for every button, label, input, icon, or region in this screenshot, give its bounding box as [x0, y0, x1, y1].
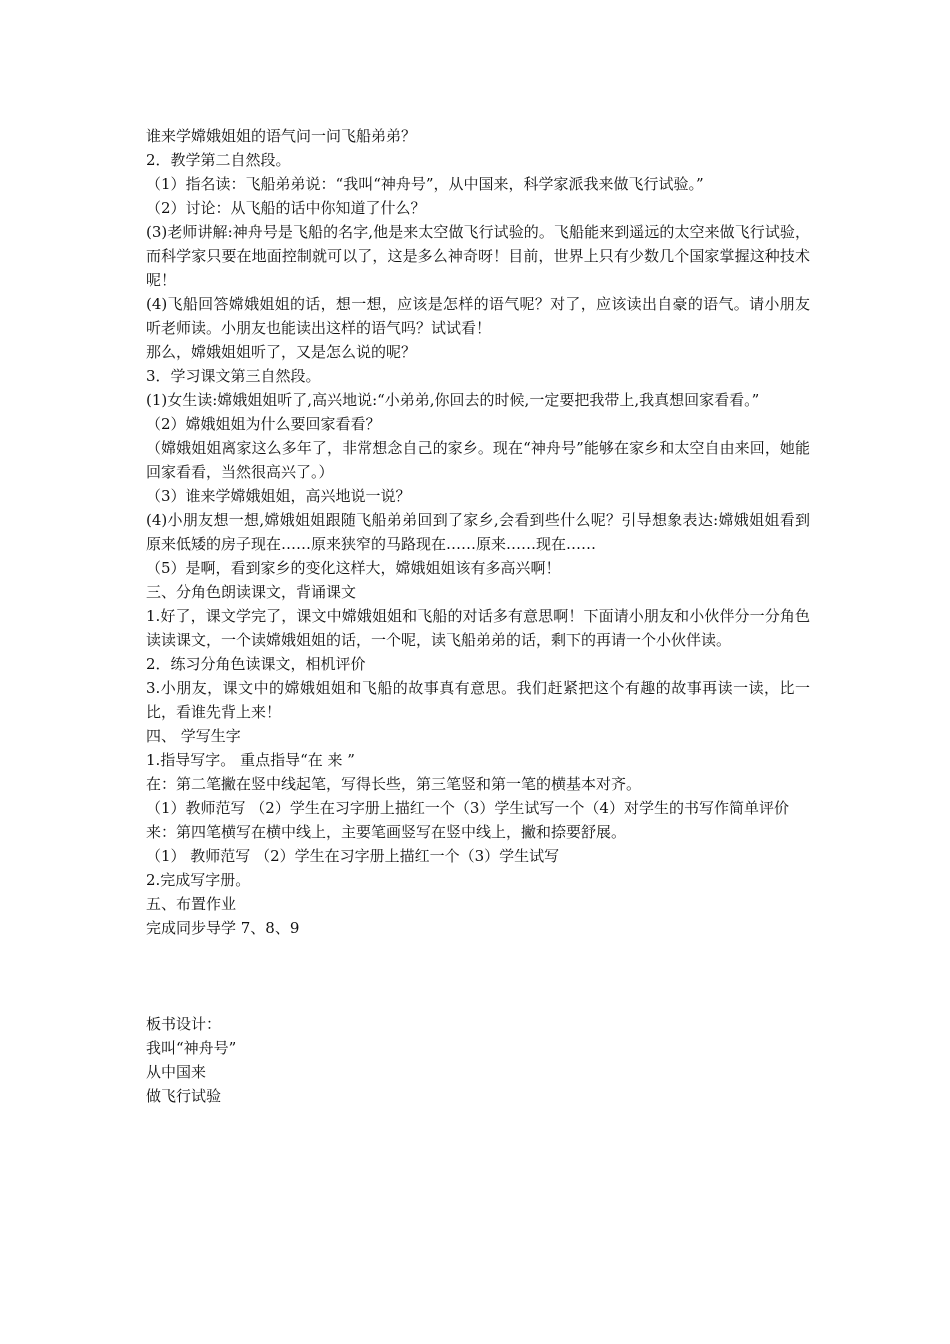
body-line: (4)小朋友想一想,嫦娥姐姐跟随飞船弟弟回到了家乡,会看到些什么呢？引导想象表达:嫦娥姐姐看到原来低矮的房子现在……原来狭窄的马路现在……原来……现在…… — [146, 511, 810, 553]
body-line: 3.小朋友，课文中的嫦娥姐姐和飞船的故事真有意思。我们赶紧把这个有趣的故事再读一读，比一比，看谁先背上来！ — [146, 679, 810, 721]
blank-space — [146, 940, 810, 1012]
board-design-line: 我叫“神舟号” — [146, 1039, 237, 1057]
body-line: (4)飞船回答嫦娥姐姐的话，想一想，应该是怎样的语气呢？对了，应该读出自豪的语气。请小朋友听老师读。小朋友也能读出这样的语气吗？试试看！ — [146, 295, 810, 337]
section-heading: 四、 学写生字 — [146, 727, 241, 745]
body-line: （1） 教师范写 （2）学生在习字册上描红一个（3）学生试写 — [146, 847, 560, 865]
body-line: 2．教学第二自然段。 — [146, 151, 291, 169]
body-line: 那么，嫦娥姐姐听了，又是怎么说的呢？ — [146, 343, 417, 361]
board-design-title: 板书设计： — [146, 1015, 222, 1033]
body-line: (3)老师讲解:神舟号是飞船的名字,他是来太空做飞行试验的。飞船能来到遥远的太空来做飞行试验，而科学家只要在地面控制就可以了，这是多么神奇呀！目前，世界上只有少数几个国家掌握这种技术呢！ — [146, 223, 810, 289]
board-design-line: 做飞行试验 — [146, 1087, 222, 1105]
body-line: 2．练习分角色读课文，相机评价 — [146, 655, 366, 673]
document-content — [146, 124, 810, 1108]
body-line: 1.指导写字。 重点指导“在 来 ” — [146, 751, 355, 769]
body-line: 完成同步导学 7、8、9 — [146, 919, 300, 937]
body-line: （2）讨论：从飞船的话中你知道了什么？ — [146, 199, 426, 217]
body-line: 3．学习课文第三自然段。 — [146, 367, 321, 385]
board-design-line: 从中国来 — [146, 1063, 207, 1081]
body-line: （1）教师范写 （2）学生在习字册上描红一个（3）学生试写一个（4）对学生的书写作简单评价 — [146, 799, 789, 817]
body-line: 谁来学嫦娥姐姐的语气问一问飞船弟弟？ — [146, 127, 417, 145]
body-line: （嫦娥姐姐离家这么多年了，非常想念自己的家乡。现在“神舟号”能够在家乡和太空自由来回，她能回家看看，当然很高兴了。） — [146, 439, 810, 481]
body-line: 在：第二笔撇在竖中线起笔，写得长些，第三笔竖和第一笔的横基本对齐。 — [146, 775, 642, 793]
body-line: （3）谁来学嫦娥姐姐，高兴地说一说？ — [146, 487, 411, 505]
body-line: （5）是啊，看到家乡的变化这样大，嫦娥姐姐该有多高兴啊！ — [146, 559, 561, 577]
section-heading: 三、分角色朗读课文，背诵课文 — [146, 583, 357, 601]
section-heading: 五、布置作业 — [146, 895, 237, 913]
body-line: 1.好了，课文学完了，课文中嫦娥姐姐和飞船的对话多有意思啊！下面请小朋友和小伙伴分一分角色读读课文，一个读嫦娥姐姐的话，一个呢，读飞船弟弟的话，剩下的再请一个小伙伴读。 — [146, 607, 810, 649]
body-line: 2.完成写字册。 — [146, 871, 251, 889]
body-line: 来：第四笔横写在横中线上，主要笔画竖写在竖中线上，撇和捺要舒展。 — [146, 823, 627, 841]
body-line: （1）指名读：飞船弟弟说：“我叫“神舟号”，从中国来，科学家派我来做飞行试验。” — [146, 175, 704, 193]
body-line: （2）嫦娥姐姐为什么要回家看看？ — [146, 415, 381, 433]
body-line: (1)女生读:嫦娥姐姐听了,高兴地说:“小弟弟,你回去的时候,一定要把我带上,我真想回家看看。” — [146, 391, 760, 409]
